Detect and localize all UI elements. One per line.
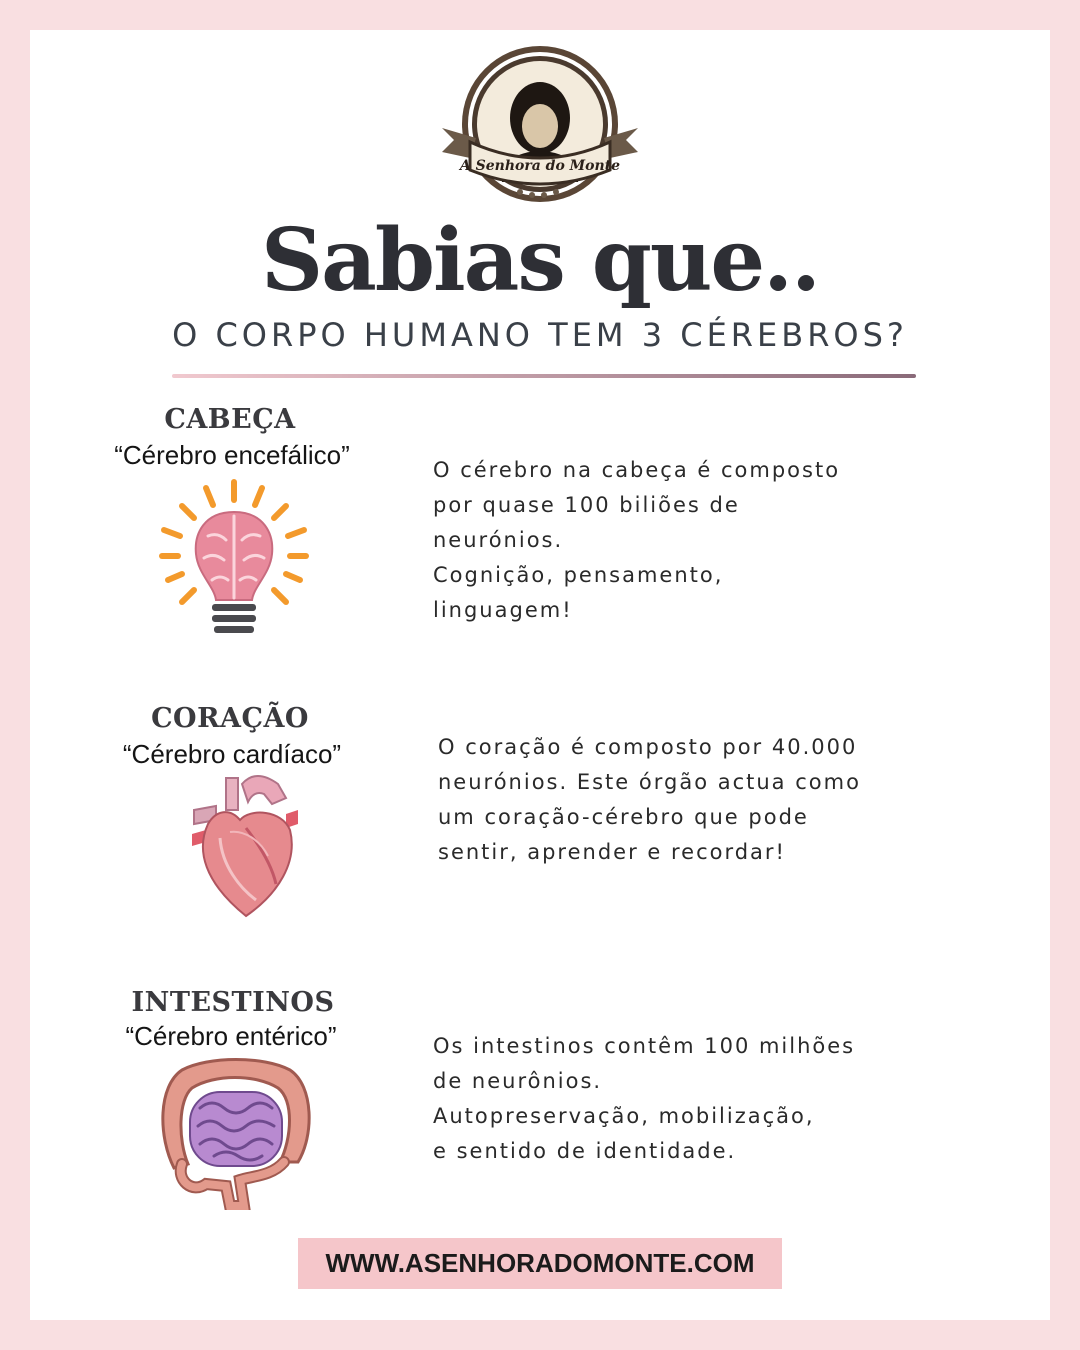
brand-logo bbox=[440, 46, 640, 212]
heart-icon bbox=[186, 770, 302, 920]
website-link[interactable]: WWW.ASENHORADOMONTE.COM bbox=[325, 1248, 755, 1278]
section-heading-intestinos: INTESTINOS bbox=[131, 987, 335, 1018]
page-title: Sabias que.. bbox=[261, 210, 819, 311]
intestines-icon bbox=[152, 1056, 318, 1210]
section-subheading-intestinos: “Cérebro entérico” bbox=[125, 1021, 337, 1051]
logo-text: A Senhora do Monte bbox=[459, 158, 621, 174]
page-subtitle: O CORPO HUMANO TEM 3 CÉREBROS? bbox=[172, 316, 908, 354]
section-heading-cabeca: CABEÇA bbox=[164, 404, 296, 435]
divider bbox=[172, 374, 916, 378]
section-text-cabeca: O cérebro na cabeça é composto por quase 100 biliões de neurónios. Cognição, pensamento, linguagem! bbox=[433, 458, 841, 622]
section-text-coracao: O coração é composto por 40.000 neurónios. Este órgão actua como um coração-cérebro que pode sentir, aprender e recordar! bbox=[438, 735, 861, 864]
section-heading-coracao: CORAÇÃO bbox=[151, 703, 309, 734]
lightbulb-brain-icon bbox=[156, 476, 312, 642]
website-banner[interactable] bbox=[298, 1238, 782, 1289]
section-subheading-coracao: “Cérebro cardíaco” bbox=[122, 739, 342, 769]
section-text-intestinos: Os intestinos contêm 100 milhões de neurônios. Autopreservação, mobilização, e sentido de identidade. bbox=[433, 1034, 856, 1163]
section-subheading-cabeca: “Cérebro encefálico” bbox=[114, 440, 350, 470]
